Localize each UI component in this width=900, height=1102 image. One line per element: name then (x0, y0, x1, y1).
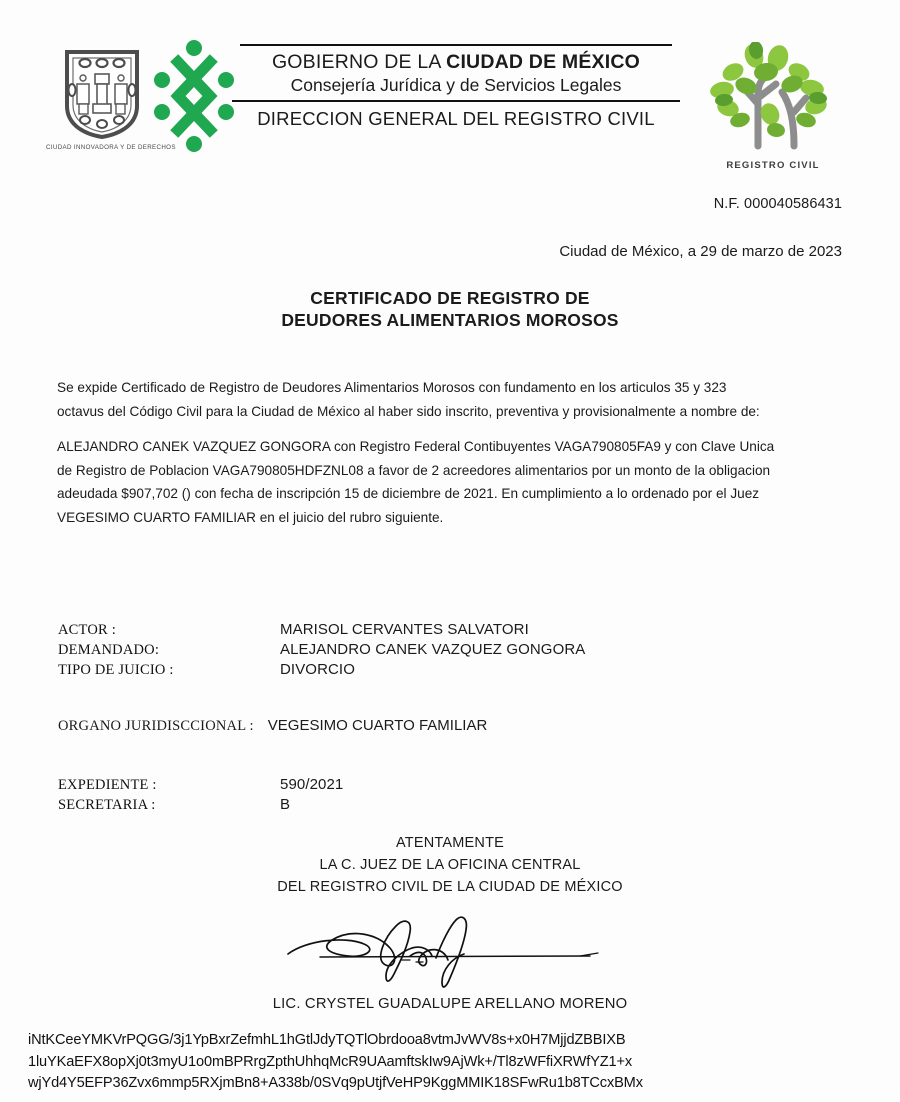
body-paragraph-legal-basis: Se expide Certificado de Registro de Deudores Alimentarios Morosos con fundamento en los articulos 35 y 323 octavus del Código Civil para la Ciudad de México al haber sido inscrito, preventiva y provisionalmente a nombre de: (57, 380, 760, 419)
court-value: VEGESIMO CUARTO FAMILIAR (267, 717, 488, 734)
actor-value: MARISOL CERVANTES SALVATORI (280, 621, 529, 638)
digital-seal-line-2: 1luYKaEFX8opXj0t3myU1o0mBPRrgZpthUhhqMcR9UAamftskIw9AjWk+/Tl8zWFfiXRWfYZ1+x (28, 1053, 633, 1070)
coat-of-arms-icon (63, 48, 141, 140)
page-title-line1: CERTIFICADO DE REGISTRO DE (310, 288, 590, 308)
trial-type-value: DIVORCIO (280, 661, 355, 678)
table-row-court (58, 717, 487, 735)
consejeria-knot-logo-icon (148, 38, 240, 153)
file-value: 590/2021 (280, 776, 344, 793)
place-and-date: Ciudad de México, a 29 de marzo de 2023 (559, 243, 842, 260)
case-file-table (58, 775, 558, 815)
tree-icon (698, 42, 848, 159)
government-line-prefix: GOBIERNO DE LA (271, 51, 447, 73)
direction-line: DIRECCION GENERAL DEL REGISTRO CIVIL (257, 108, 655, 129)
cdmx-coat-of-arms (46, 48, 176, 151)
file-label: EXPEDIENTE : (58, 777, 157, 793)
department-line: Consejería Jurídica y de Servicios Legales (290, 75, 622, 95)
table-row-defendant (58, 640, 818, 660)
case-parties-table (58, 620, 818, 680)
government-line-strong: CIUDAD DE MÉXICO (446, 51, 641, 73)
coat-of-arms-caption: CIUDAD INNOVADORA Y DE DERECHOS (46, 144, 176, 151)
court-label: ORGANO JURIDISCCIONAL : (58, 718, 254, 734)
table-row-file (58, 775, 558, 795)
closing-line-atentamente: ATENTAMENTE (396, 835, 504, 851)
header-rule-mid (232, 100, 680, 102)
table-row-secretary (58, 795, 558, 815)
registro-civil-logo (698, 42, 848, 171)
digital-seal-line-3: wjYd4Y5EFP36Zvx6mmp5RXjmBn8+A338b/0SVq9pUtjfVeHP9KggMMIK18SFwRu1b8TCcxBMx (28, 1075, 643, 1091)
document-body (57, 376, 775, 541)
digital-seal-block (28, 1030, 880, 1095)
signature-image (0, 912, 900, 992)
signer-name: LIC. CRYSTEL GUADALUPE ARELLANO MORENO (272, 996, 628, 1012)
header-rule-top (240, 44, 672, 46)
digital-seal-line-1: iNtKCeeYMKVrPQGG/3j1YpBxrZefmhL1hGtlJdyTQTlObrdooa8vtmJvWV8s+x0H7MjjdZBBIXB (28, 1032, 626, 1048)
header-title-block (232, 44, 680, 130)
body-paragraph-debtor-details: ALEJANDRO CANEK VAZQUEZ GONGORA con Registro Federal Contibuyentes VAGA790805FA9 y con Clave Unica de Registro de Poblacion VAGA790805HDFZNL08 a favor de 2 acreedores alimentarios por un monto de la obligacion adeudada $907,702 () con fecha de inscripción 15 de diciembre de 2021. En cumplimiento a lo ordenado por el Juez VEGESIMO CUARTO FAMILIAR en el juicio del rubro siguiente. (57, 439, 775, 525)
defendant-value: ALEJANDRO CANEK VAZQUEZ GONGORA (280, 641, 586, 658)
secretary-value: B (280, 796, 291, 813)
folio-number: N.F. 000040586431 (713, 196, 842, 212)
table-row-trial-type (58, 660, 818, 680)
defendant-label: DEMANDADO: (58, 642, 160, 658)
document-header (0, 28, 900, 178)
actor-label: ACTOR : (58, 622, 116, 638)
table-row-actor (58, 620, 818, 640)
secretary-label: SECRETARIA : (58, 797, 156, 813)
trial-type-label: TIPO DE JUICIO : (58, 662, 174, 678)
closing-line-office: DEL REGISTRO CIVIL DE LA CIUDAD DE MÉXICO (277, 879, 623, 895)
government-line (232, 51, 680, 74)
page-title (0, 287, 900, 331)
registro-civil-caption: REGISTRO CIVIL (726, 160, 820, 171)
closing-line-judge-title: LA C. JUEZ DE LA OFICINA CENTRAL (319, 857, 581, 873)
closing-block (0, 832, 900, 898)
page-title-line2: DEUDORES ALIMENTARIOS MOROSOS (281, 310, 619, 330)
